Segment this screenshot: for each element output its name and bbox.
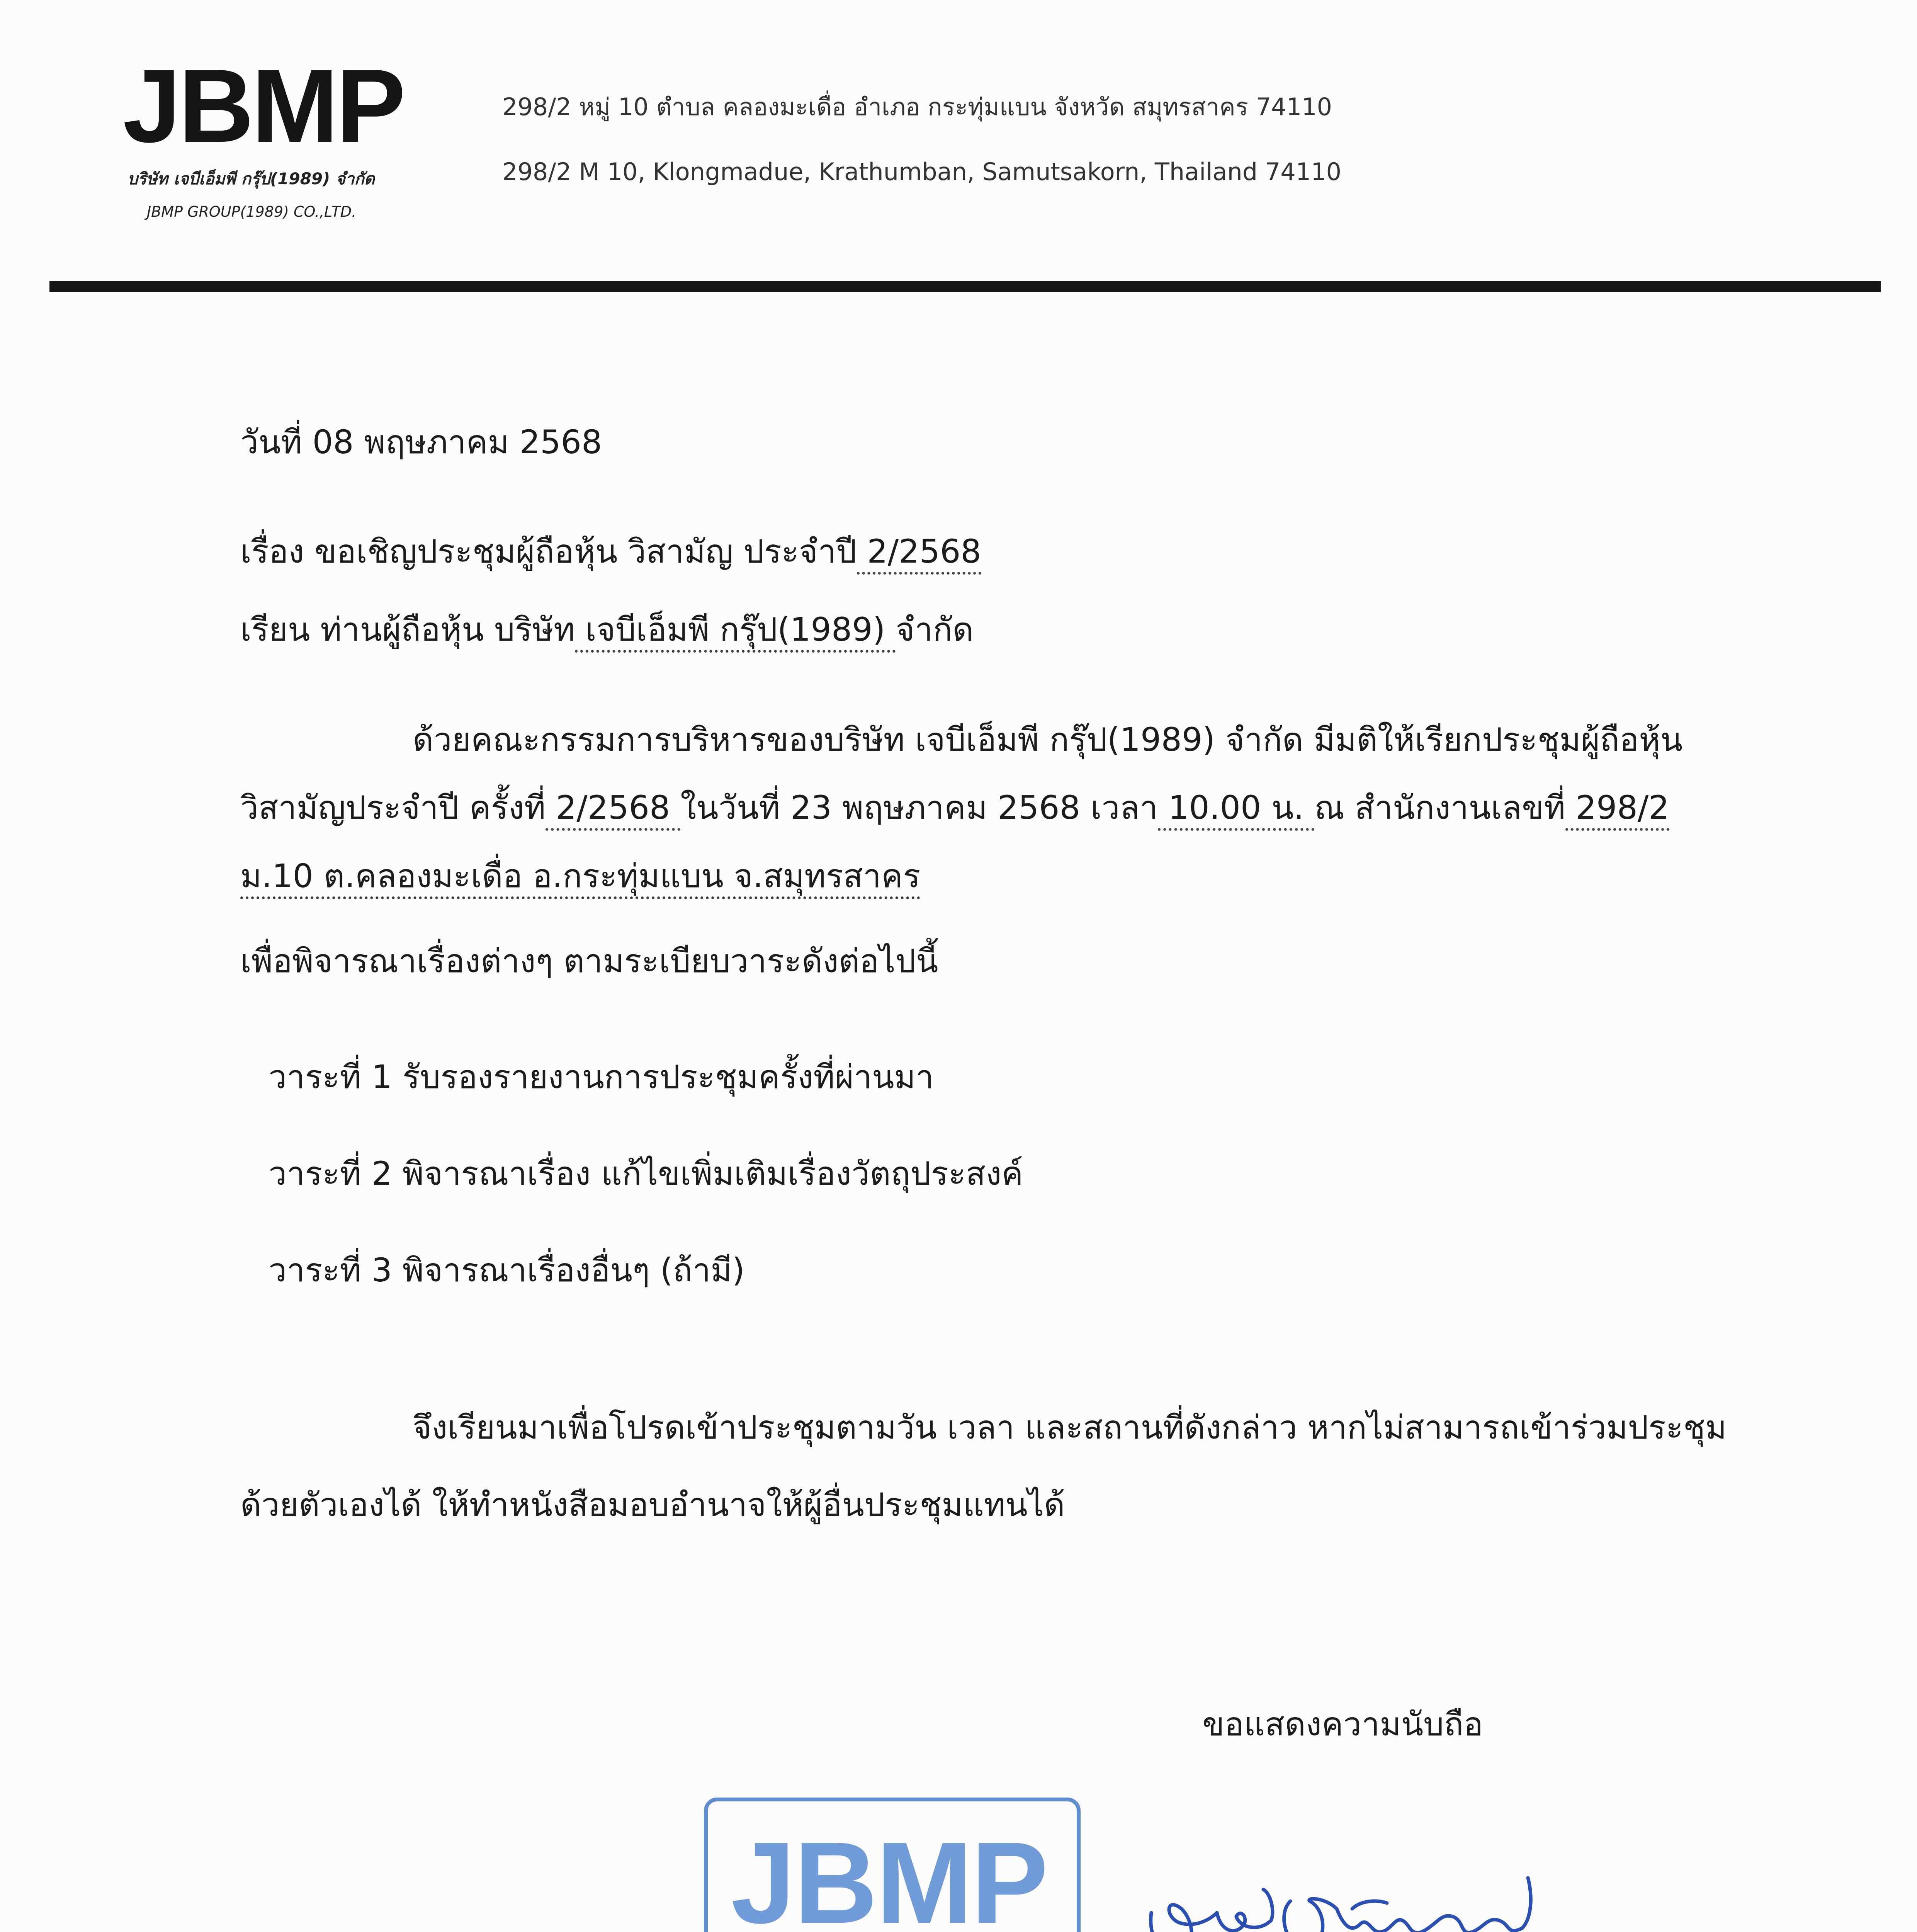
agenda-item: วาระที่ 2 พิจารณาเรื่อง แก้ไขเพิ่มเติมเรื่องวัตถุประสงค์ [269,1155,1023,1192]
letter-recipient [240,613,974,646]
paragraph1-line4: เพื่อพิจารณาเรื่องต่างๆ ตามระเบียบวาระดังต่อไปนี้ [240,942,938,980]
address-thai: 298/2 หมู่ 10 ตำบล คลองมะเดื่อ อำเภอ กระทุ่มแบน จังหวัด สมุทรสาคร 74110 [502,93,1332,121]
letter-subject [240,532,981,570]
meeting-date-text: ในวันที่ 23 พฤษภาคม 2568 เวลา [680,789,1158,827]
paragraph2-line2: ด้วยตัวเองได้ ให้ทำหนังสือมอบอำนาจให้ผู้อื่นประชุมแทนได้ [240,1486,1065,1524]
stamp-logo: JBMP [731,1818,1047,1932]
recipient-suffix: จำกัด [896,611,974,648]
paragraph2-line1: จึงเรียนมาเพื่อโปรดเข้าประชุมตามวัน เวลา และสถานที่ดังกล่าว หากไม่สามารถเข้าร่วมประชุม [413,1408,1727,1446]
meeting-address-fill: 298/2 [1565,789,1669,831]
meeting-type-text: วิสามัญประจำปี ครั้งที่ [240,789,546,827]
meeting-number-fill: 2/2568 [546,789,680,831]
recipient-fill-company: เจบีเอ็มพี กรุ๊ป(1989) [575,611,896,653]
paragraph1-line3 [240,857,921,895]
subject-text: เรื่อง ขอเชิญประชุมผู้ถือหุ้น วิสามัญ ประจำปี [240,532,857,570]
meeting-time-fill: 10.00 น. [1158,789,1314,831]
letter-date: วันที่ 08 พฤษภาคม 2568 [240,423,602,461]
company-name-thai: บริษัท เจบีเอ็มพี กรุ๊ป(1989) จำกัด [127,169,375,188]
address-english: 298/2 M 10, Klongmadue, Krathumban, Samutsakorn, Thailand 74110 [502,158,1342,186]
handwritten-signature [1144,1855,1545,1932]
closing-phrase: ขอแสดงความนับถือ [1202,1705,1483,1743]
paragraph1-line1: ด้วยคณะกรรมการบริหารของบริษัท เจบีเอ็มพี กรุ๊ป(1989) จำกัด มีมติให้เรียกประชุมผู้ถือหุ้น [413,721,1683,759]
company-logo: JBMP [123,48,404,164]
header-divider [49,281,1881,292]
agenda-item: วาระที่ 3 พิจารณาเรื่องอื่นๆ (ถ้ามี) [269,1251,745,1289]
recipient-text: เรียน ท่านผู้ถือหุ้น บริษัท [240,611,575,648]
meeting-address-fill-cont: ม.10 ต.คลองมะเดื่อ อ.กระทุ่มแบน จ.สมุทรสาคร [240,857,920,899]
company-stamp [704,1798,1081,1932]
meeting-place-text: ณ สำนักงานเลขที่ [1314,789,1565,827]
company-name-english: JBMP GROUP(1989) CO.,LTD. [147,203,357,220]
subject-fill-year: 2/2568 [857,532,981,575]
agenda-item: วาระที่ 1 รับรองรายงานการประชุมครั้งที่ผ่านมา [269,1058,934,1096]
paragraph1-line2 [240,789,1669,827]
